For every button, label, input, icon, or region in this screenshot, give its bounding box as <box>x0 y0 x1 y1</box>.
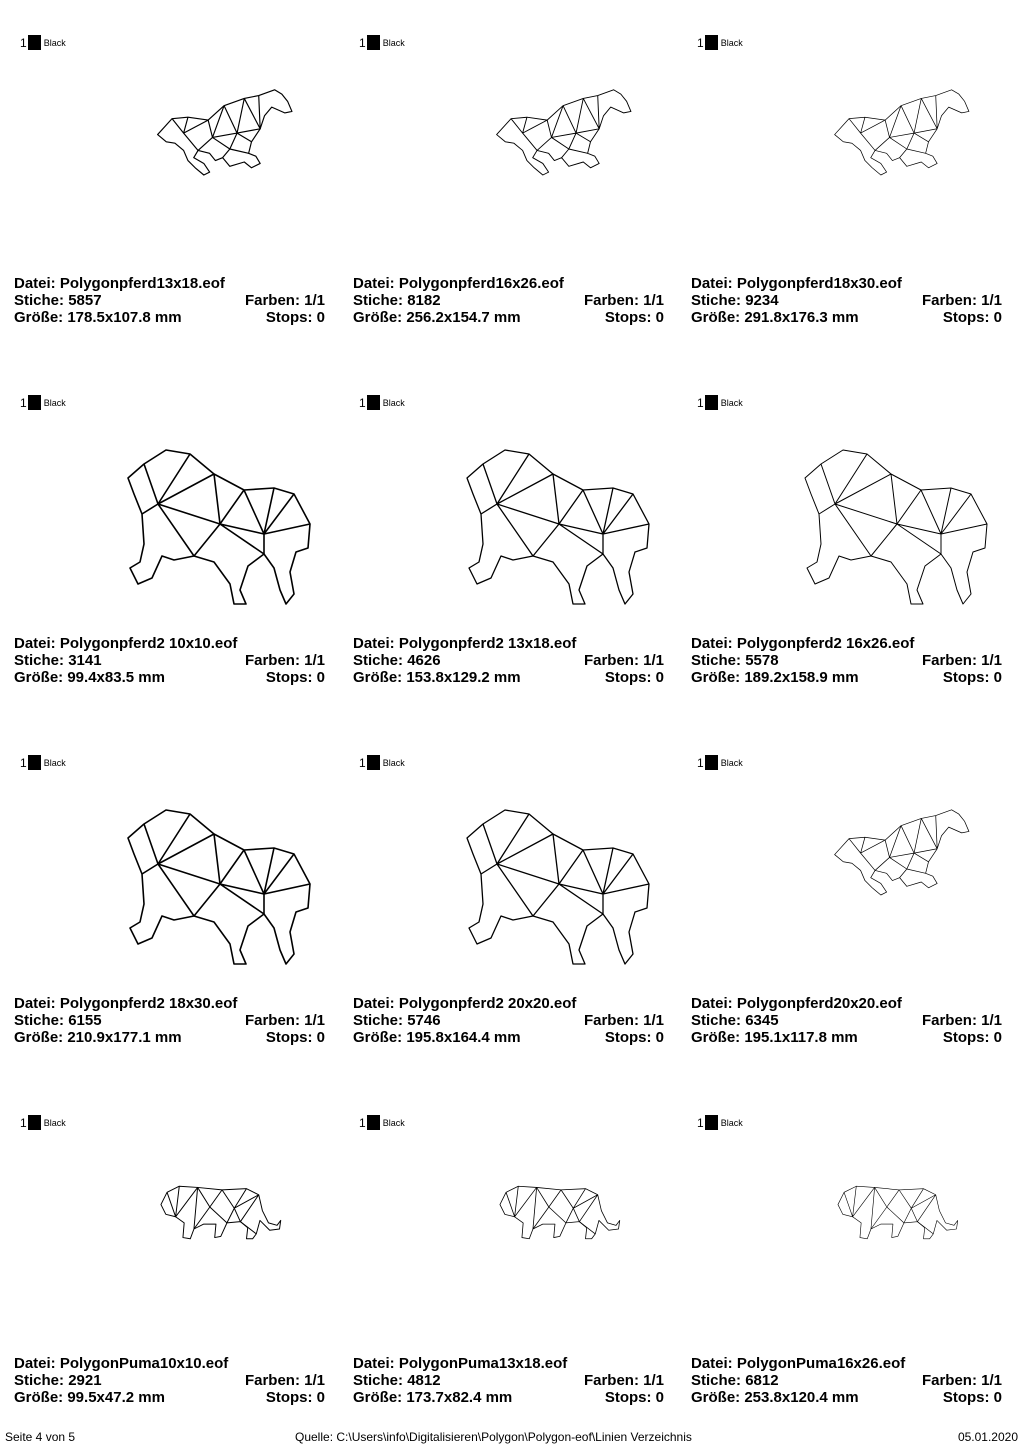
stop-count: Stops: 0 <box>942 1389 1002 1406</box>
stitch-count: Stiche: 5857 <box>14 292 102 309</box>
stop-count: Stops: 0 <box>265 1029 325 1046</box>
color-index: 1 <box>697 35 704 50</box>
color-swatch <box>28 395 41 410</box>
color-legend <box>359 1115 405 1130</box>
color-index: 1 <box>20 35 27 50</box>
stitch-count: Stiche: 8182 <box>353 292 441 309</box>
design-info <box>14 275 325 326</box>
running-horse-icon <box>114 84 324 214</box>
color-index: 1 <box>697 1115 704 1130</box>
color-swatch <box>705 395 718 410</box>
color-legend <box>697 755 743 770</box>
prancing-horse-icon <box>453 794 663 974</box>
stop-count: Stops: 0 <box>604 309 664 326</box>
stop-count: Stops: 0 <box>265 669 325 686</box>
color-name: Black <box>720 1117 743 1128</box>
color-swatch <box>705 35 718 50</box>
color-index: 1 <box>697 395 704 410</box>
file-name: Datei: Polygonpferd16x26.eof <box>353 275 564 292</box>
puma-icon <box>453 1174 663 1284</box>
file-name: Datei: PolygonPuma10x10.eof <box>14 1355 229 1372</box>
stop-count: Stops: 0 <box>942 669 1002 686</box>
source-path: Quelle: C:\Users\info\Digitalisieren\Polygon\Polygon-eof\Linien Verzeichnis <box>295 1430 692 1444</box>
design-info <box>691 995 1002 1046</box>
design-size: Größe: 253.8x120.4 mm <box>691 1389 859 1406</box>
color-index: 1 <box>697 755 704 770</box>
color-name: Black <box>720 397 743 408</box>
color-swatch <box>28 1115 41 1130</box>
color-count: Farben: 1/1 <box>583 652 664 669</box>
design-size: Größe: 153.8x129.2 mm <box>353 669 521 686</box>
color-name: Black <box>43 397 66 408</box>
design-card <box>691 384 1006 724</box>
color-count: Farben: 1/1 <box>583 292 664 309</box>
running-horse-icon <box>791 804 1001 934</box>
design-card <box>691 1104 1006 1444</box>
design-size: Größe: 189.2x158.9 mm <box>691 669 859 686</box>
design-size: Größe: 210.9x177.1 mm <box>14 1029 182 1046</box>
color-index: 1 <box>20 395 27 410</box>
color-swatch <box>367 755 380 770</box>
design-info <box>691 275 1002 326</box>
stop-count: Stops: 0 <box>604 669 664 686</box>
file-name: Datei: Polygonpferd18x30.eof <box>691 275 902 292</box>
color-count: Farben: 1/1 <box>921 1372 1002 1389</box>
color-count: Farben: 1/1 <box>583 1012 664 1029</box>
stop-count: Stops: 0 <box>265 309 325 326</box>
color-index: 1 <box>20 755 27 770</box>
color-count: Farben: 1/1 <box>244 652 325 669</box>
file-name: Datei: PolygonPuma13x18.eof <box>353 1355 568 1372</box>
design-card <box>353 1104 668 1444</box>
file-name: Datei: Polygonpferd20x20.eof <box>691 995 902 1012</box>
design-card <box>353 24 668 364</box>
color-swatch <box>367 35 380 50</box>
color-swatch <box>28 35 41 50</box>
design-size: Größe: 178.5x107.8 mm <box>14 309 182 326</box>
stitch-count: Stiche: 6155 <box>14 1012 102 1029</box>
print-date: 05.01.2020 <box>957 1430 1018 1444</box>
stop-count: Stops: 0 <box>604 1389 664 1406</box>
design-info <box>14 635 325 686</box>
file-name: Datei: Polygonpferd2 10x10.eof <box>14 635 238 652</box>
design-size: Größe: 99.5x47.2 mm <box>14 1389 165 1406</box>
color-legend <box>359 395 405 410</box>
color-name: Black <box>382 1117 405 1128</box>
design-card <box>691 744 1006 1084</box>
color-count: Farben: 1/1 <box>244 1372 325 1389</box>
stop-count: Stops: 0 <box>942 1029 1002 1046</box>
stitch-count: Stiche: 5578 <box>691 652 779 669</box>
design-info <box>691 635 1002 686</box>
stitch-count: Stiche: 2921 <box>14 1372 102 1389</box>
prancing-horse-icon <box>114 434 324 614</box>
stitch-count: Stiche: 5746 <box>353 1012 441 1029</box>
design-info <box>14 1355 325 1406</box>
stop-count: Stops: 0 <box>942 309 1002 326</box>
file-name: Datei: Polygonpferd2 13x18.eof <box>353 635 577 652</box>
color-legend <box>359 35 405 50</box>
design-size: Größe: 99.4x83.5 mm <box>14 669 165 686</box>
file-name: Datei: Polygonpferd2 20x20.eof <box>353 995 577 1012</box>
prancing-horse-icon <box>791 434 1001 614</box>
design-info <box>353 1355 664 1406</box>
color-swatch <box>28 755 41 770</box>
running-horse-icon <box>453 84 663 214</box>
design-card <box>14 1104 329 1444</box>
color-index: 1 <box>359 395 366 410</box>
design-card <box>14 384 329 724</box>
design-size: Größe: 195.8x164.4 mm <box>353 1029 521 1046</box>
page-footer <box>5 1430 1018 1444</box>
file-name: Datei: PolygonPuma16x26.eof <box>691 1355 906 1372</box>
design-card <box>353 744 668 1084</box>
color-legend <box>697 35 743 50</box>
file-name: Datei: Polygonpferd13x18.eof <box>14 275 225 292</box>
design-size: Größe: 195.1x117.8 mm <box>691 1029 858 1046</box>
color-count: Farben: 1/1 <box>921 1012 1002 1029</box>
color-index: 1 <box>359 1115 366 1130</box>
design-info <box>14 995 325 1046</box>
design-info <box>353 275 664 326</box>
color-swatch <box>367 395 380 410</box>
color-legend <box>20 35 66 50</box>
design-info <box>353 995 664 1046</box>
stitch-count: Stiche: 6812 <box>691 1372 779 1389</box>
stitch-count: Stiche: 9234 <box>691 292 779 309</box>
design-info <box>353 635 664 686</box>
color-name: Black <box>382 37 405 48</box>
stitch-count: Stiche: 6345 <box>691 1012 779 1029</box>
color-legend <box>697 1115 743 1130</box>
design-card <box>353 384 668 724</box>
color-swatch <box>705 755 718 770</box>
color-name: Black <box>43 1117 66 1128</box>
puma-icon <box>114 1174 324 1284</box>
color-name: Black <box>720 757 743 768</box>
color-swatch <box>705 1115 718 1130</box>
color-legend <box>359 755 405 770</box>
color-name: Black <box>382 397 405 408</box>
color-index: 1 <box>359 35 366 50</box>
prancing-horse-icon <box>114 794 324 974</box>
color-name: Black <box>43 37 66 48</box>
stop-count: Stops: 0 <box>265 1389 325 1406</box>
color-swatch <box>367 1115 380 1130</box>
color-name: Black <box>43 757 66 768</box>
file-name: Datei: Polygonpferd2 16x26.eof <box>691 635 915 652</box>
stitch-count: Stiche: 4626 <box>353 652 441 669</box>
design-size: Größe: 256.2x154.7 mm <box>353 309 521 326</box>
color-legend <box>20 755 66 770</box>
file-name: Datei: Polygonpferd2 18x30.eof <box>14 995 238 1012</box>
color-count: Farben: 1/1 <box>921 292 1002 309</box>
color-legend <box>20 1115 66 1130</box>
color-count: Farben: 1/1 <box>921 652 1002 669</box>
color-name: Black <box>720 37 743 48</box>
design-card <box>691 24 1006 364</box>
page-number: Seite 4 von 5 <box>5 1430 76 1444</box>
color-legend <box>697 395 743 410</box>
color-count: Farben: 1/1 <box>244 1012 325 1029</box>
color-count: Farben: 1/1 <box>583 1372 664 1389</box>
stop-count: Stops: 0 <box>604 1029 664 1046</box>
color-name: Black <box>382 757 405 768</box>
design-card <box>14 744 329 1084</box>
color-count: Farben: 1/1 <box>244 292 325 309</box>
puma-icon <box>791 1174 1001 1284</box>
design-size: Größe: 173.7x82.4 mm <box>353 1389 513 1406</box>
prancing-horse-icon <box>453 434 663 614</box>
design-size: Größe: 291.8x176.3 mm <box>691 309 859 326</box>
color-index: 1 <box>20 1115 27 1130</box>
stitch-count: Stiche: 4812 <box>353 1372 441 1389</box>
color-index: 1 <box>359 755 366 770</box>
design-card <box>14 24 329 364</box>
design-info <box>691 1355 1002 1406</box>
color-legend <box>20 395 66 410</box>
running-horse-icon <box>791 84 1001 214</box>
stitch-count: Stiche: 3141 <box>14 652 102 669</box>
